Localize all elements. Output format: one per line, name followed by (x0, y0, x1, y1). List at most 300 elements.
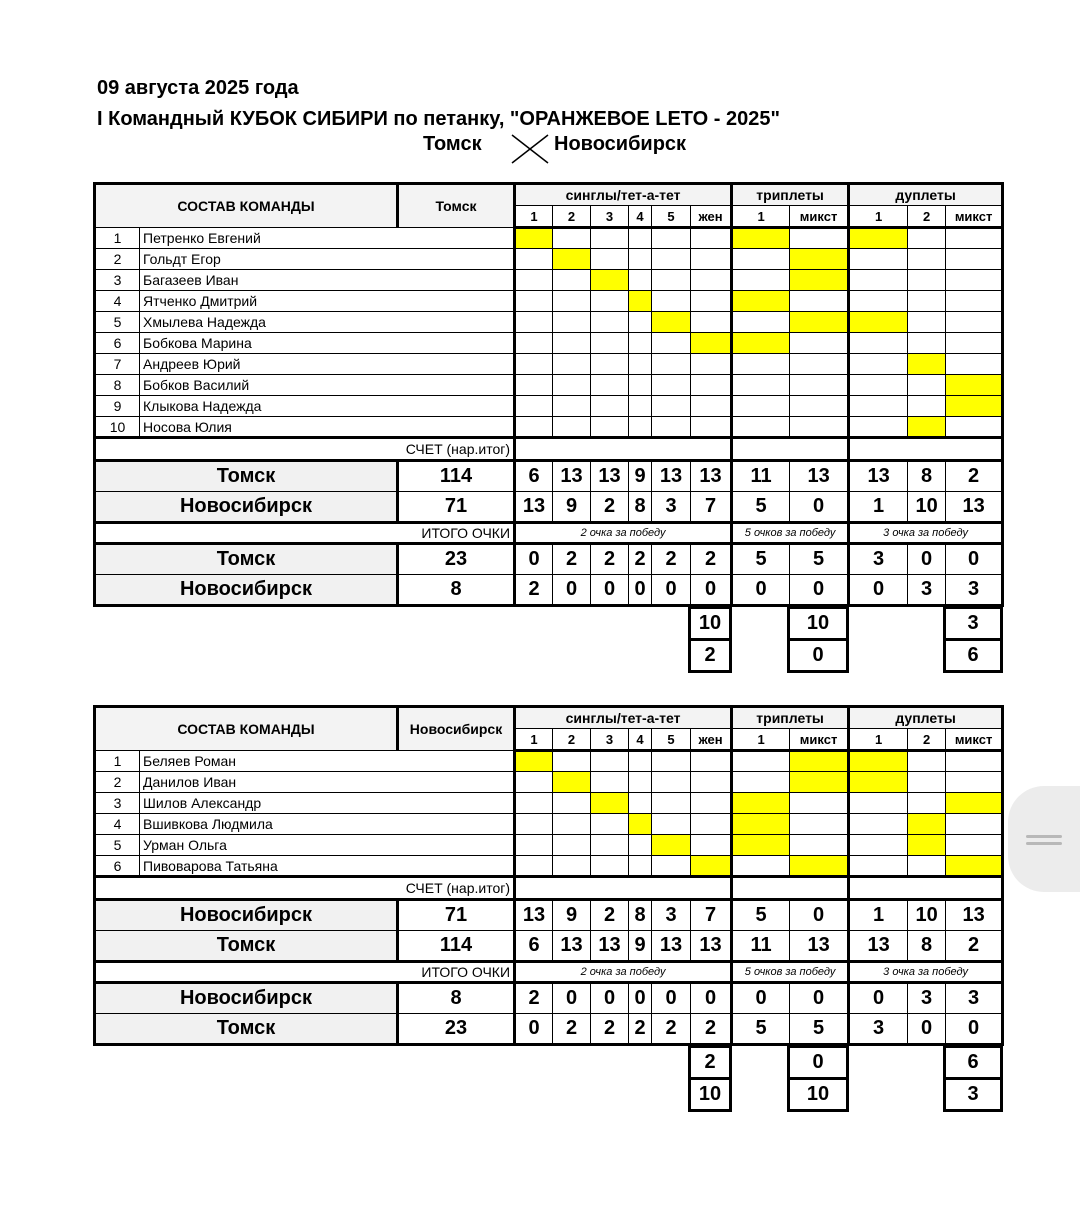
game-assignment-mark (849, 312, 908, 333)
player-number: 8 (95, 375, 140, 396)
game-cell (515, 793, 553, 814)
game-cell (946, 228, 1003, 249)
game-cell (591, 333, 629, 354)
game-subheader: 3 (591, 729, 629, 751)
game-cell (732, 249, 790, 270)
game-cell (790, 396, 849, 417)
game-cell (908, 793, 946, 814)
game-cell (946, 291, 1003, 312)
game-cell (515, 814, 553, 835)
team-name: Новосибирск (95, 575, 398, 606)
game-cell (553, 375, 591, 396)
player-number: 1 (95, 228, 140, 249)
game-assignment-mark (946, 375, 1003, 396)
game-assignment-mark (908, 835, 946, 856)
game-value: 0 (652, 575, 691, 606)
document-title: I Командный КУБОК СИБИРИ по петанку, "ОРАНЖЕВОЕ LETO - 2025" (97, 108, 780, 130)
player-number: 1 (95, 751, 140, 772)
game-subheader: 1 (732, 729, 790, 751)
player-row (95, 249, 1003, 270)
game-value: 2 (553, 544, 591, 575)
team-name: Томск (95, 461, 398, 492)
game-cell (515, 396, 553, 417)
game-cell (515, 354, 553, 375)
game-cell (790, 793, 849, 814)
game-cell (629, 228, 652, 249)
game-assignment-mark (691, 856, 732, 877)
game-cell (691, 354, 732, 375)
game-cell (908, 772, 946, 793)
game-assignment-mark (732, 835, 790, 856)
game-value: 0 (515, 544, 553, 575)
game-cell (908, 312, 946, 333)
game-assignment-mark (790, 751, 849, 772)
player-name: Беляев Роман (140, 751, 515, 772)
game-cell (732, 751, 790, 772)
singles-subtotal: 2 (688, 638, 732, 673)
team-total: 71 (398, 492, 515, 523)
game-cell (691, 270, 732, 291)
game-value: 5 (732, 900, 790, 931)
game-subheader: жен (691, 206, 732, 228)
game-cell (790, 228, 849, 249)
game-value: 2 (591, 492, 629, 523)
singles-points-note: 2 очка за победу (515, 962, 732, 983)
cross-icon (510, 133, 550, 165)
game-cell (629, 312, 652, 333)
blank-cell (515, 877, 732, 900)
game-cell (790, 354, 849, 375)
player-number: 9 (95, 396, 140, 417)
game-assignment-mark (732, 793, 790, 814)
blank-cell (515, 438, 732, 461)
game-value: 0 (908, 1014, 946, 1045)
game-value: 2 (946, 461, 1003, 492)
drag-handle-icon[interactable] (1008, 786, 1080, 892)
triples-subtotal: 0 (787, 1045, 849, 1080)
doubles-header: дуплеты (849, 707, 1003, 729)
game-cell (849, 249, 908, 270)
singles-subtotal: 10 (688, 606, 732, 641)
game-value: 7 (691, 492, 732, 523)
game-value: 0 (849, 983, 908, 1014)
game-value: 0 (946, 1014, 1003, 1045)
game-cell (515, 270, 553, 291)
game-cell (591, 772, 629, 793)
player-row (95, 312, 1003, 333)
game-value: 0 (553, 575, 591, 606)
player-row (95, 228, 1003, 249)
game-value: 8 (629, 492, 652, 523)
game-cell (732, 354, 790, 375)
game-cell (629, 417, 652, 438)
game-assignment-mark (591, 270, 629, 291)
player-row (95, 814, 1003, 835)
game-value: 3 (849, 1014, 908, 1045)
triples-points-note: 5 очков за победу (732, 962, 849, 983)
team-score-row (95, 983, 1003, 1014)
game-cell (908, 396, 946, 417)
team-score-row (95, 492, 1003, 523)
team-total: 71 (398, 900, 515, 931)
game-assignment-mark (946, 793, 1003, 814)
game-value: 0 (908, 544, 946, 575)
game-cell (591, 375, 629, 396)
game-value: 2 (515, 575, 553, 606)
game-assignment-mark (691, 333, 732, 354)
game-value: 3 (946, 983, 1003, 1014)
game-value: 2 (629, 1014, 652, 1045)
game-assignment-mark (553, 772, 591, 793)
game-value: 13 (849, 931, 908, 962)
game-cell (946, 249, 1003, 270)
game-value: 2 (691, 1014, 732, 1045)
game-subheader: 2 (553, 729, 591, 751)
player-row (95, 417, 1003, 438)
game-assignment-mark (515, 751, 553, 772)
game-cell (629, 856, 652, 877)
game-value: 2 (652, 544, 691, 575)
team-total: 114 (398, 931, 515, 962)
game-cell (946, 270, 1003, 291)
game-assignment-mark (908, 814, 946, 835)
game-value: 9 (629, 461, 652, 492)
game-value: 3 (908, 575, 946, 606)
player-number: 5 (95, 312, 140, 333)
game-value: 13 (691, 931, 732, 962)
game-value: 0 (790, 575, 849, 606)
game-cell (629, 249, 652, 270)
team-column-header: Новосибирск (398, 707, 515, 751)
document-date: 09 августа 2025 года (97, 77, 299, 99)
game-cell (553, 312, 591, 333)
game-cell (553, 270, 591, 291)
game-value: 0 (652, 983, 691, 1014)
game-cell (946, 751, 1003, 772)
team-total: 23 (398, 544, 515, 575)
game-value: 13 (946, 492, 1003, 523)
team-column-header: Томск (398, 184, 515, 228)
player-number: 6 (95, 333, 140, 354)
doubles-subtotal: 3 (943, 1077, 1003, 1112)
game-cell (946, 772, 1003, 793)
player-name: Ятченко Дмитрий (140, 291, 515, 312)
game-cell (629, 793, 652, 814)
blank-cell (849, 438, 1003, 461)
game-value: 13 (946, 900, 1003, 931)
game-cell (946, 312, 1003, 333)
doubles-header: дуплеты (849, 184, 1003, 206)
game-cell (691, 835, 732, 856)
player-name: Пивоварова Татьяна (140, 856, 515, 877)
player-number: 7 (95, 354, 140, 375)
doubles-subtotal: 3 (943, 606, 1003, 641)
team-name: Томск (95, 931, 398, 962)
game-cell (652, 291, 691, 312)
game-value: 13 (553, 461, 591, 492)
game-cell (691, 751, 732, 772)
game-value: 9 (553, 492, 591, 523)
player-row (95, 751, 1003, 772)
game-cell (849, 375, 908, 396)
game-cell (553, 793, 591, 814)
game-subheader: 5 (652, 206, 691, 228)
singles-header: синглы/тет-а-тет (515, 184, 732, 206)
game-value: 9 (553, 900, 591, 931)
game-cell (691, 249, 732, 270)
game-cell (849, 354, 908, 375)
team-score-row (95, 575, 1003, 606)
game-cell (652, 772, 691, 793)
game-cell (732, 270, 790, 291)
game-value: 13 (652, 931, 691, 962)
game-cell (849, 333, 908, 354)
singles-subtotal: 2 (688, 1045, 732, 1080)
game-value: 2 (652, 1014, 691, 1045)
game-cell (515, 291, 553, 312)
game-cell (691, 291, 732, 312)
player-row (95, 354, 1003, 375)
game-cell (732, 417, 790, 438)
game-cell (790, 333, 849, 354)
game-cell (591, 291, 629, 312)
game-cell (652, 270, 691, 291)
game-value: 1 (849, 900, 908, 931)
game-cell (790, 814, 849, 835)
game-value: 13 (553, 931, 591, 962)
singles-subtotal: 10 (688, 1077, 732, 1112)
game-value: 3 (946, 575, 1003, 606)
game-value: 5 (732, 492, 790, 523)
game-assignment-mark (652, 835, 691, 856)
game-cell (849, 814, 908, 835)
game-value: 2 (691, 544, 732, 575)
game-cell (591, 835, 629, 856)
doubles-subtotal: 6 (943, 638, 1003, 673)
game-value: 0 (591, 575, 629, 606)
game-cell (629, 375, 652, 396)
game-value: 5 (732, 544, 790, 575)
triples-subtotal: 10 (787, 606, 849, 641)
game-value: 0 (591, 983, 629, 1014)
player-name: Андреев Юрий (140, 354, 515, 375)
game-cell (515, 375, 553, 396)
game-cell (691, 814, 732, 835)
game-subheader: микст (946, 206, 1003, 228)
game-cell (591, 354, 629, 375)
game-subheader: 1 (849, 206, 908, 228)
game-value: 13 (790, 931, 849, 962)
game-value: 3 (652, 492, 691, 523)
game-cell (790, 291, 849, 312)
game-value: 6 (515, 461, 553, 492)
player-number: 5 (95, 835, 140, 856)
player-row (95, 856, 1003, 877)
triples-points-note: 5 очков за победу (732, 523, 849, 544)
game-value: 2 (553, 1014, 591, 1045)
triples-subtotal: 0 (787, 638, 849, 673)
player-name: Вшивкова Людмила (140, 814, 515, 835)
game-value: 6 (515, 931, 553, 962)
team-name: Новосибирск (95, 492, 398, 523)
score-label: СЧЕТ (нар.итог) (95, 438, 515, 461)
game-cell (691, 312, 732, 333)
game-value: 10 (908, 900, 946, 931)
game-cell (691, 375, 732, 396)
game-subheader: 2 (908, 729, 946, 751)
game-cell (652, 751, 691, 772)
game-cell (790, 835, 849, 856)
game-cell (691, 772, 732, 793)
team-score-row (95, 544, 1003, 575)
doubles-points-note: 3 очка за победу (849, 962, 1003, 983)
game-value: 0 (732, 575, 790, 606)
game-cell (849, 396, 908, 417)
player-number: 3 (95, 793, 140, 814)
game-subheader: микст (790, 729, 849, 751)
team-total: 23 (398, 1014, 515, 1045)
points-label: ИТОГО ОЧКИ (95, 523, 515, 544)
player-name: Гольдт Егор (140, 249, 515, 270)
game-cell (629, 396, 652, 417)
game-cell (629, 270, 652, 291)
player-name: Бобков Василий (140, 375, 515, 396)
game-cell (515, 312, 553, 333)
game-cell (652, 375, 691, 396)
vs-team-b: Новосибирск (554, 133, 687, 155)
player-number: 3 (95, 270, 140, 291)
player-number: 2 (95, 249, 140, 270)
game-cell (652, 814, 691, 835)
game-value: 3 (652, 900, 691, 931)
player-row (95, 772, 1003, 793)
game-cell (591, 228, 629, 249)
game-subheader: 2 (553, 206, 591, 228)
game-assignment-mark (732, 291, 790, 312)
game-subheader: 1 (849, 729, 908, 751)
game-cell (553, 396, 591, 417)
game-cell (553, 751, 591, 772)
game-cell (908, 333, 946, 354)
player-name: Петренко Евгений (140, 228, 515, 249)
game-value: 2 (591, 544, 629, 575)
game-value: 8 (908, 931, 946, 962)
game-assignment-mark (732, 228, 790, 249)
game-subheader: 3 (591, 206, 629, 228)
game-cell (591, 814, 629, 835)
game-cell (591, 249, 629, 270)
game-value: 13 (849, 461, 908, 492)
game-cell (515, 249, 553, 270)
game-cell (652, 417, 691, 438)
player-row (95, 333, 1003, 354)
team-name: Новосибирск (95, 900, 398, 931)
game-value: 0 (691, 983, 732, 1014)
game-cell (908, 375, 946, 396)
game-value: 0 (849, 575, 908, 606)
triples-header: триплеты (732, 707, 849, 729)
player-name: Шилов Александр (140, 793, 515, 814)
roster-table (93, 705, 1004, 1046)
game-cell (553, 856, 591, 877)
game-value: 13 (591, 461, 629, 492)
player-number: 6 (95, 856, 140, 877)
game-assignment-mark (515, 228, 553, 249)
team-name: Томск (95, 1014, 398, 1045)
game-cell (652, 333, 691, 354)
game-value: 13 (591, 931, 629, 962)
game-cell (908, 270, 946, 291)
game-value: 0 (946, 544, 1003, 575)
player-row (95, 291, 1003, 312)
player-name: Носова Юлия (140, 417, 515, 438)
game-cell (629, 772, 652, 793)
game-value: 0 (691, 575, 732, 606)
game-assignment-mark (849, 228, 908, 249)
game-subheader: 5 (652, 729, 691, 751)
game-cell (732, 856, 790, 877)
game-value: 10 (908, 492, 946, 523)
player-name: Багазеев Иван (140, 270, 515, 291)
game-cell (849, 793, 908, 814)
team-score-row (95, 931, 1003, 962)
roster-header: СОСТАВ КОМАНДЫ (95, 184, 398, 228)
game-cell (652, 856, 691, 877)
game-value: 0 (629, 983, 652, 1014)
game-value: 3 (849, 544, 908, 575)
game-cell (652, 354, 691, 375)
game-cell (908, 228, 946, 249)
points-label: ИТОГО ОЧКИ (95, 962, 515, 983)
game-value: 9 (629, 931, 652, 962)
game-assignment-mark (652, 312, 691, 333)
game-cell (591, 856, 629, 877)
singles-header: синглы/тет-а-тет (515, 707, 732, 729)
game-subheader: микст (790, 206, 849, 228)
game-cell (515, 333, 553, 354)
game-value: 2 (591, 900, 629, 931)
game-cell (591, 396, 629, 417)
game-cell (946, 835, 1003, 856)
game-cell (553, 333, 591, 354)
game-cell (629, 354, 652, 375)
game-cell (849, 270, 908, 291)
player-number: 10 (95, 417, 140, 438)
game-value: 0 (790, 492, 849, 523)
game-value: 0 (790, 900, 849, 931)
game-assignment-mark (946, 856, 1003, 877)
player-name: Хмылева Надежда (140, 312, 515, 333)
game-cell (849, 417, 908, 438)
game-cell (515, 835, 553, 856)
game-cell (691, 417, 732, 438)
game-value: 2 (629, 544, 652, 575)
game-value: 11 (732, 931, 790, 962)
game-value: 7 (691, 900, 732, 931)
game-cell (629, 333, 652, 354)
blank-cell (732, 438, 849, 461)
singles-points-note: 2 очка за победу (515, 523, 732, 544)
game-cell (849, 835, 908, 856)
game-subheader: микст (946, 729, 1003, 751)
player-row (95, 396, 1003, 417)
game-assignment-mark (790, 772, 849, 793)
game-cell (732, 312, 790, 333)
game-value: 0 (790, 983, 849, 1014)
game-cell (691, 228, 732, 249)
game-assignment-mark (790, 856, 849, 877)
player-number: 4 (95, 814, 140, 835)
